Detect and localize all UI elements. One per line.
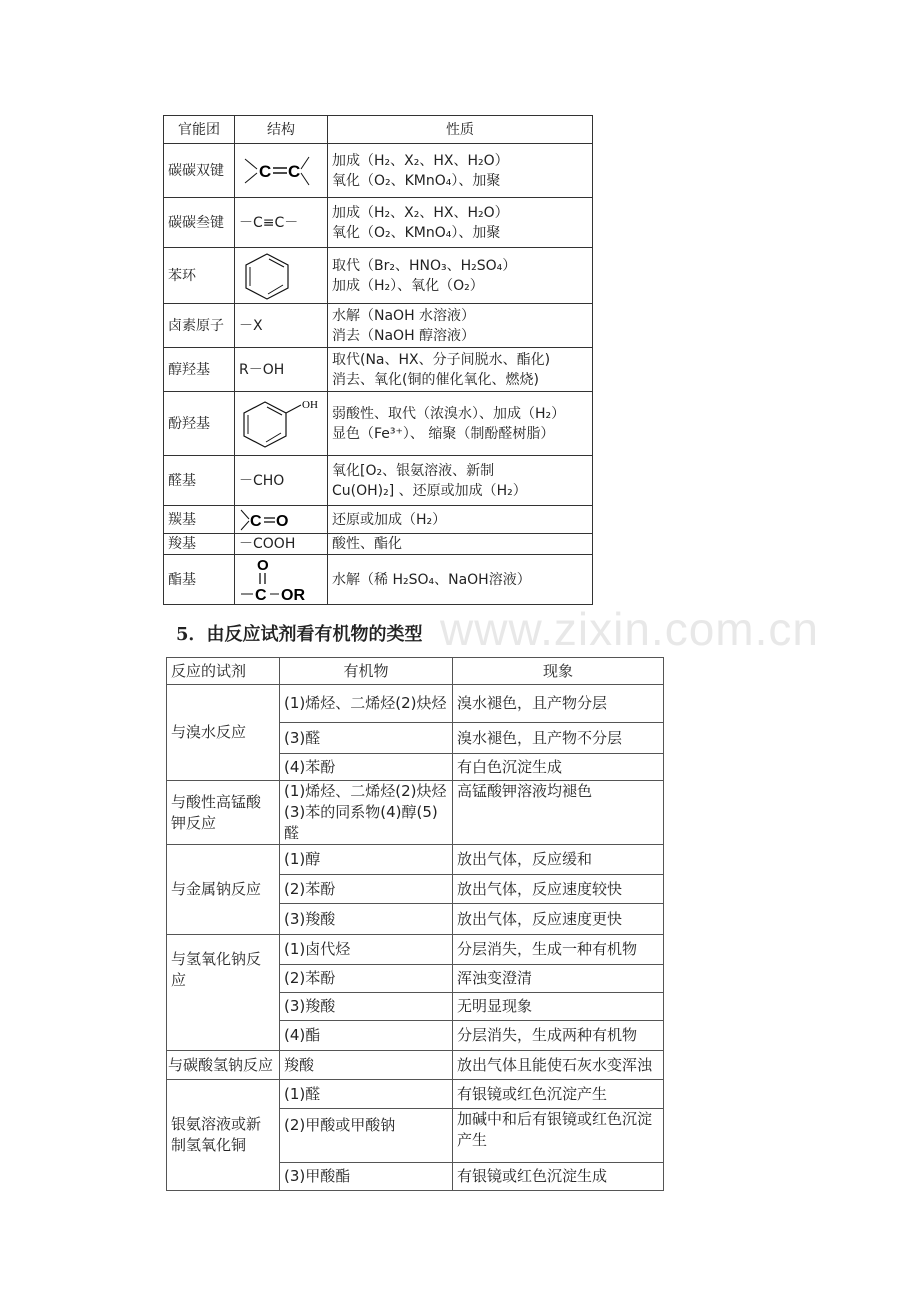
phenomenon-cell: 溴水褪色，且产物分层 [453, 685, 664, 723]
organic-cell: (2)苯酚 [280, 875, 453, 904]
table-row [167, 1051, 664, 1080]
phenomenon-cell: 放出气体，反应速度较快 [453, 875, 664, 904]
structure-cell: －X [235, 304, 328, 348]
table-row [167, 781, 664, 845]
reagent-cell: 银氨溶液或新制氢氧化铜 [167, 1080, 280, 1191]
phenomenon-cell: 高锰酸钾溶液均褪色 [453, 781, 664, 845]
structure-cell: －C≡C－ [235, 198, 328, 248]
prop-line: 氧化（O₂、KMnO₄）、加聚 [332, 224, 501, 241]
phenol-structure-icon [237, 396, 325, 452]
phenomenon-cell: 有银镜或红色沉淀生成 [453, 1163, 664, 1191]
phenomenon-cell: 溴水褪色，且产物不分层 [453, 723, 664, 754]
ester-structure-icon [239, 556, 323, 604]
table-row [164, 534, 593, 555]
prop-line: 酸性、酯化 [332, 536, 402, 552]
table-row [164, 555, 593, 605]
prop-line: 水解（稀 H₂SO₄、NaOH溶液） [332, 571, 531, 588]
group-name: 卤素原子 [164, 304, 235, 348]
structure-cell: －CHO [235, 456, 328, 506]
reagent-cell: 与溴水反应 [167, 685, 280, 781]
structure-cell [235, 144, 328, 198]
group-name: 羰基 [164, 506, 235, 534]
watermark: www.zixin.com.cn [440, 603, 819, 655]
header-cell: 性质 [328, 116, 593, 144]
organic-cell: (1)醇 [280, 845, 453, 875]
phenomenon-cell: 放出气体，反应速度更快 [453, 904, 664, 935]
prop-line: 加成（H₂、X₂、HX、H₂O） [332, 152, 509, 169]
props-cell [328, 248, 593, 304]
prop-line: 消去、氧化(铜的催化氧化、燃烧) [332, 371, 539, 388]
table-row [164, 456, 593, 506]
reagent-table [166, 657, 664, 1191]
table-header-row [167, 658, 664, 685]
group-name: 羧基 [164, 534, 235, 555]
table-row [167, 1080, 664, 1109]
organic-cell: (4)苯酚 [280, 754, 453, 781]
table-row [164, 506, 593, 534]
phenomenon-cell: 放出气体，反应缓和 [453, 845, 664, 875]
header-cell: 结构 [235, 116, 328, 144]
section-heading: 5．由反应试剂看有机物的类型 [176, 624, 423, 645]
props-cell [328, 456, 593, 506]
group-name: 醇羟基 [164, 348, 235, 392]
props-cell [328, 534, 593, 555]
header-cell: 现象 [453, 658, 664, 685]
group-name: 碳碳叁键 [164, 198, 235, 248]
svg-text:O: O [276, 512, 289, 530]
phenomenon-cell: 放出气体且能使石灰水变浑浊 [453, 1051, 664, 1080]
props-cell [328, 198, 593, 248]
props-cell [328, 555, 593, 605]
svg-text:O: O [257, 556, 269, 574]
prop-line: 氧化[O₂、银氨溶液、新制 [332, 462, 495, 479]
props-cell [328, 348, 593, 392]
reagent-cell: 与酸性高锰酸钾反应 [167, 781, 280, 845]
organic-cell: (4)酯 [280, 1021, 453, 1051]
carbonyl-structure-icon [239, 508, 303, 532]
svg-text:C: C [288, 161, 301, 181]
group-name: 醛基 [164, 456, 235, 506]
prop-line: 加成（H₂）、氧化（O₂） [332, 277, 484, 294]
svg-text:OR: OR [281, 586, 305, 604]
table-row [167, 935, 664, 965]
svg-text:C: C [255, 586, 267, 604]
organic-cell: (1)卤代烃 [280, 935, 453, 965]
phenomenon-cell: 分层消失，生成一种有机物 [453, 935, 664, 965]
structure-cell [235, 392, 328, 456]
phenomenon-cell: 加碱中和后有银镜或红色沉淀产生 [453, 1109, 664, 1163]
header-cell: 有机物 [280, 658, 453, 685]
prop-line: 取代（Br₂、HNO₃、H₂SO₄） [332, 257, 517, 274]
table-row [164, 392, 593, 456]
svg-text:OH: OH [302, 398, 318, 411]
organic-cell: (2)苯酚 [280, 965, 453, 993]
organic-cell: (2)甲酸或甲酸钠 [280, 1109, 453, 1163]
prop-line: 水解（NaOH 水溶液） [332, 307, 476, 324]
table-header-row [164, 116, 593, 144]
structure-cell: R－OH [235, 348, 328, 392]
reagent-cell: 与碳酸氢钠反应 [167, 1051, 280, 1080]
table-row [164, 248, 593, 304]
table-row [164, 144, 593, 198]
group-name: 苯环 [164, 248, 235, 304]
svg-text:C: C [259, 161, 272, 181]
phenomenon-cell: 有银镜或红色沉淀产生 [453, 1080, 664, 1109]
svg-text:C: C [250, 512, 262, 530]
organic-cell: (3)羧酸 [280, 993, 453, 1021]
table-row [167, 845, 664, 875]
table-row [164, 348, 593, 392]
table-row [164, 198, 593, 248]
group-name: 碳碳双键 [164, 144, 235, 198]
structure-cell [235, 506, 328, 534]
structure-cell: －COOH [235, 534, 328, 555]
organic-cell: (1)烯烃、二烯烃(2)炔烃 (3)苯的同系物(4)醇(5)醛 [280, 781, 453, 845]
table-row [167, 685, 664, 723]
header-cell: 反应的试剂 [167, 658, 280, 685]
prop-line: 加成（H₂、X₂、HX、H₂O） [332, 204, 509, 221]
prop-line: 还原或加成（H₂） [332, 511, 447, 528]
functional-group-table [163, 115, 593, 605]
header-cell: 官能团 [164, 116, 235, 144]
reagent-cell: 与氢氧化钠反应 [167, 935, 280, 1051]
props-cell [328, 506, 593, 534]
group-name: 酚羟基 [164, 392, 235, 456]
organic-cell: 羧酸 [280, 1051, 453, 1080]
props-cell [328, 304, 593, 348]
prop-line: 弱酸性、取代（浓溴水）、加成（H₂） [332, 405, 566, 422]
prop-line: 显色（Fe³⁺）、 缩聚（制酚醛树脂） [332, 425, 555, 442]
benzene-ring-icon [239, 251, 295, 301]
table-row [164, 304, 593, 348]
double-bond-structure-icon [239, 151, 315, 191]
prop-line: 氧化（O₂、KMnO₄）、加聚 [332, 172, 501, 189]
organic-cell: (3)甲酸酯 [280, 1163, 453, 1191]
props-cell [328, 144, 593, 198]
structure-cell [235, 555, 328, 605]
organic-cell: (3)羧酸 [280, 904, 453, 935]
phenomenon-cell: 无明显现象 [453, 993, 664, 1021]
phenomenon-cell: 有白色沉淀生成 [453, 754, 664, 781]
group-name: 酯基 [164, 555, 235, 605]
structure-cell [235, 248, 328, 304]
prop-line: 取代(Na、HX、分子间脱水、酯化) [332, 351, 551, 368]
phenomenon-cell: 分层消失，生成两种有机物 [453, 1021, 664, 1051]
organic-cell: (1)烯烃、二烯烃(2)炔烃 [280, 685, 453, 723]
organic-cell: (3)醛 [280, 723, 453, 754]
reagent-cell: 与金属钠反应 [167, 845, 280, 935]
phenomenon-cell: 浑浊变澄清 [453, 965, 664, 993]
prop-line: Cu(OH)₂] 、还原或加成（H₂） [332, 482, 527, 499]
prop-line: 消去（NaOH 醇溶液） [332, 327, 476, 344]
props-cell [328, 392, 593, 456]
organic-cell: (1)醛 [280, 1080, 453, 1109]
